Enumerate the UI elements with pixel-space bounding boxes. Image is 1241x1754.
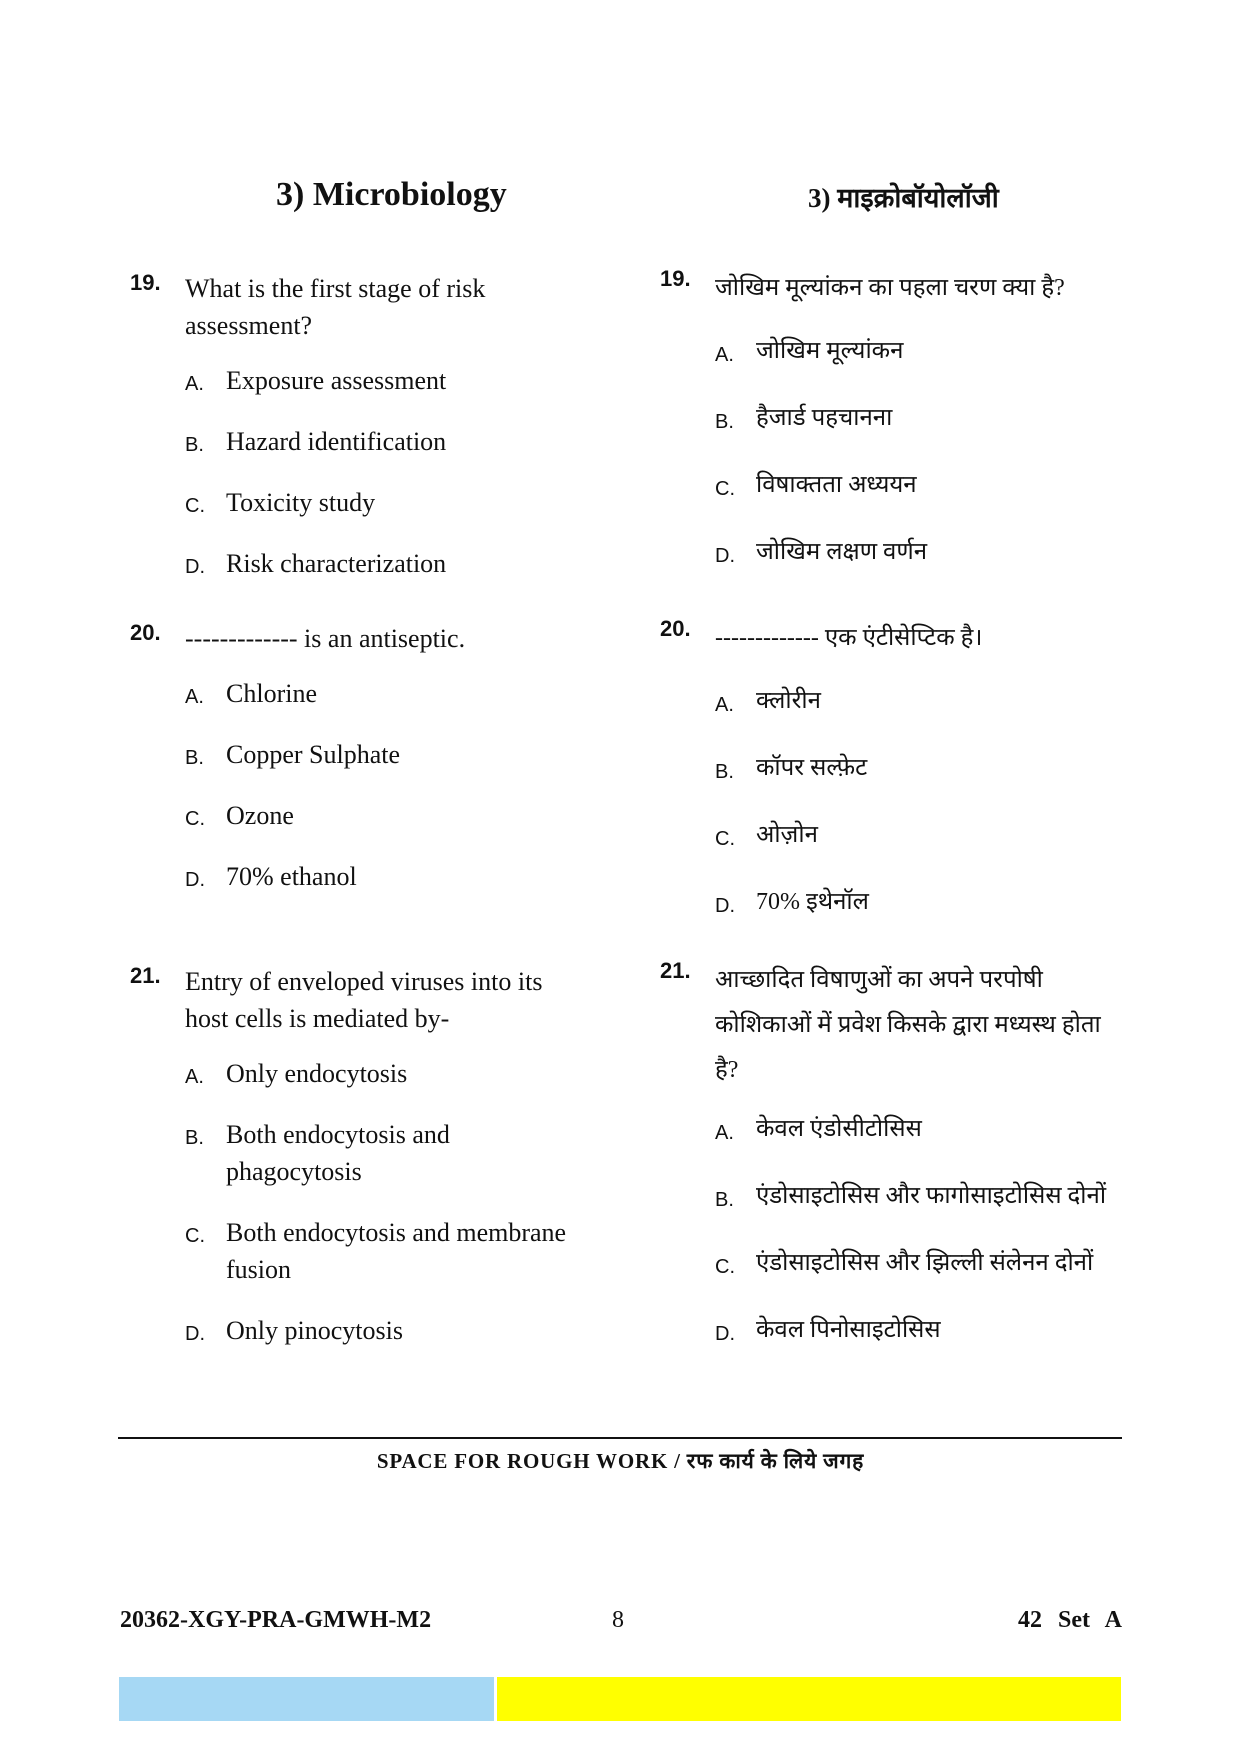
question-number: 20. [660, 616, 691, 641]
option-text: जोखिम लक्षण वर्णन [756, 539, 928, 565]
option-letter: B. [715, 411, 734, 433]
rough-work-label: SPACE FOR ROUGH WORK / रफ कार्य के लिये जगह [376, 1449, 865, 1473]
option-b [185, 736, 610, 773]
question-number: 20. [130, 620, 161, 645]
question-19-hi [660, 266, 1130, 572]
option-text: Both endocytosis and membrane fusion [226, 1218, 567, 1284]
option-letter: B. [715, 761, 734, 783]
option-letter: D. [185, 1323, 205, 1345]
option-b [715, 398, 1130, 438]
option-b [715, 1176, 1130, 1216]
option-letter: B. [715, 1189, 734, 1211]
option-a [715, 681, 1130, 721]
option-text: Ozone [226, 801, 294, 830]
option-d [185, 858, 610, 895]
option-letter: B. [185, 434, 204, 456]
question-number: 21. [130, 963, 161, 988]
option-letter: C. [185, 1225, 205, 1247]
option-letter: D. [715, 895, 735, 917]
option-text: केवल एंडोसीटोसिस [756, 1116, 922, 1142]
option-c [185, 797, 610, 834]
option-letter: D. [715, 1323, 735, 1345]
option-text: Risk characterization [226, 549, 447, 578]
option-text: Only pinocytosis [226, 1316, 403, 1345]
option-text: कॉपर सल्फ़ेट [756, 755, 868, 781]
option-text: Exposure assessment [226, 366, 447, 395]
option-letter: A. [715, 1122, 734, 1144]
question-21-hi [660, 958, 1130, 1350]
option-letter: A. [185, 1066, 204, 1088]
option-letter: D. [185, 869, 205, 891]
option-letter: C. [715, 828, 735, 850]
question-text: What is the first stage of risk assessment? [185, 274, 486, 340]
option-letter: A. [185, 686, 204, 708]
option-letter: C. [185, 808, 205, 830]
question-21-en [130, 963, 610, 1349]
question-number: 19. [660, 266, 691, 291]
option-b [185, 1116, 486, 1190]
option-c [715, 465, 1130, 505]
option-letter: A. [185, 373, 204, 395]
question-19-en [130, 270, 610, 582]
option-letter: A. [715, 694, 734, 716]
option-a [185, 1055, 610, 1092]
page-number: 8 [612, 1607, 624, 1633]
section-title-english: 3) Microbiology [276, 176, 507, 213]
question-text: Entry of enveloped viruses into its host cells is mediated by- [185, 967, 543, 1033]
option-letter: C. [185, 495, 205, 517]
blue-color-bar [119, 1677, 494, 1721]
option-d [715, 1310, 1130, 1350]
option-letter: B. [185, 1127, 204, 1149]
set-label: 42 Set A [1018, 1607, 1122, 1633]
option-text: Chlorine [226, 679, 317, 708]
option-a [715, 331, 1130, 371]
question-text: जोखिम मूल्यांकन का पहला चरण क्या है? [715, 275, 1065, 301]
option-text: क्लोरीन [756, 688, 821, 714]
paper-code: 20362-XGY-PRA-GMWH-M2 [120, 1607, 432, 1633]
option-letter: B. [185, 747, 204, 769]
option-text: Hazard identification [226, 427, 447, 456]
question-number: 19. [130, 270, 161, 295]
question-text: ------------- एक एंटीसेप्टिक है। [715, 625, 983, 651]
option-text: Only endocytosis [226, 1059, 408, 1088]
section-title-hindi: 3) माइक्रोबॉयोलॉजी [808, 183, 999, 213]
question-number: 21. [660, 958, 691, 983]
option-c [185, 484, 610, 521]
option-text: 70% ethanol [226, 862, 357, 891]
option-text: एंडोसाइटोसिस और फागोसाइटोसिस दोनों [756, 1183, 1107, 1209]
option-a [185, 675, 610, 712]
option-text: ओज़ोन [756, 822, 818, 848]
yellow-color-bar [497, 1677, 1121, 1721]
question-text: ------------- is an antiseptic. [185, 624, 466, 653]
option-c [715, 1243, 1130, 1283]
rough-work-divider [118, 1437, 1122, 1439]
option-text: 70% इथेनॉल [756, 889, 869, 915]
option-text: Copper Sulphate [226, 740, 401, 769]
option-c [185, 1214, 606, 1288]
option-text: Both endocytosis and phagocytosis [226, 1120, 450, 1186]
option-letter: C. [715, 478, 735, 500]
option-letter: D. [715, 545, 735, 567]
option-a [185, 362, 610, 399]
option-text: केवल पिनोसाइटोसिस [756, 1317, 941, 1343]
option-b [185, 423, 610, 460]
option-text: हैजार्ड पहचानना [756, 405, 893, 431]
option-letter: A. [715, 344, 734, 366]
question-text: आच्छादित विषाणुओं का अपने परपोषी कोशिकाओं में प्रवेश किसके द्वारा मध्यस्थ होता है? [715, 967, 1101, 1083]
option-letter: D. [185, 556, 205, 578]
option-b [715, 748, 1130, 788]
option-a [715, 1109, 1130, 1149]
question-20-hi [660, 616, 1130, 922]
option-d [715, 882, 1130, 922]
option-text: विषाक्तता अध्ययन [756, 472, 917, 498]
option-c [715, 815, 1130, 855]
option-text: Toxicity study [226, 488, 376, 517]
option-d [185, 545, 610, 582]
option-text: जोखिम मूल्यांकन [756, 338, 904, 364]
option-d [715, 532, 1130, 572]
option-letter: C. [715, 1256, 735, 1278]
option-d [185, 1312, 610, 1349]
question-20-en [130, 620, 610, 895]
option-text: एंडोसाइटोसिस और झिल्ली संलेनन दोनों [756, 1250, 1094, 1276]
